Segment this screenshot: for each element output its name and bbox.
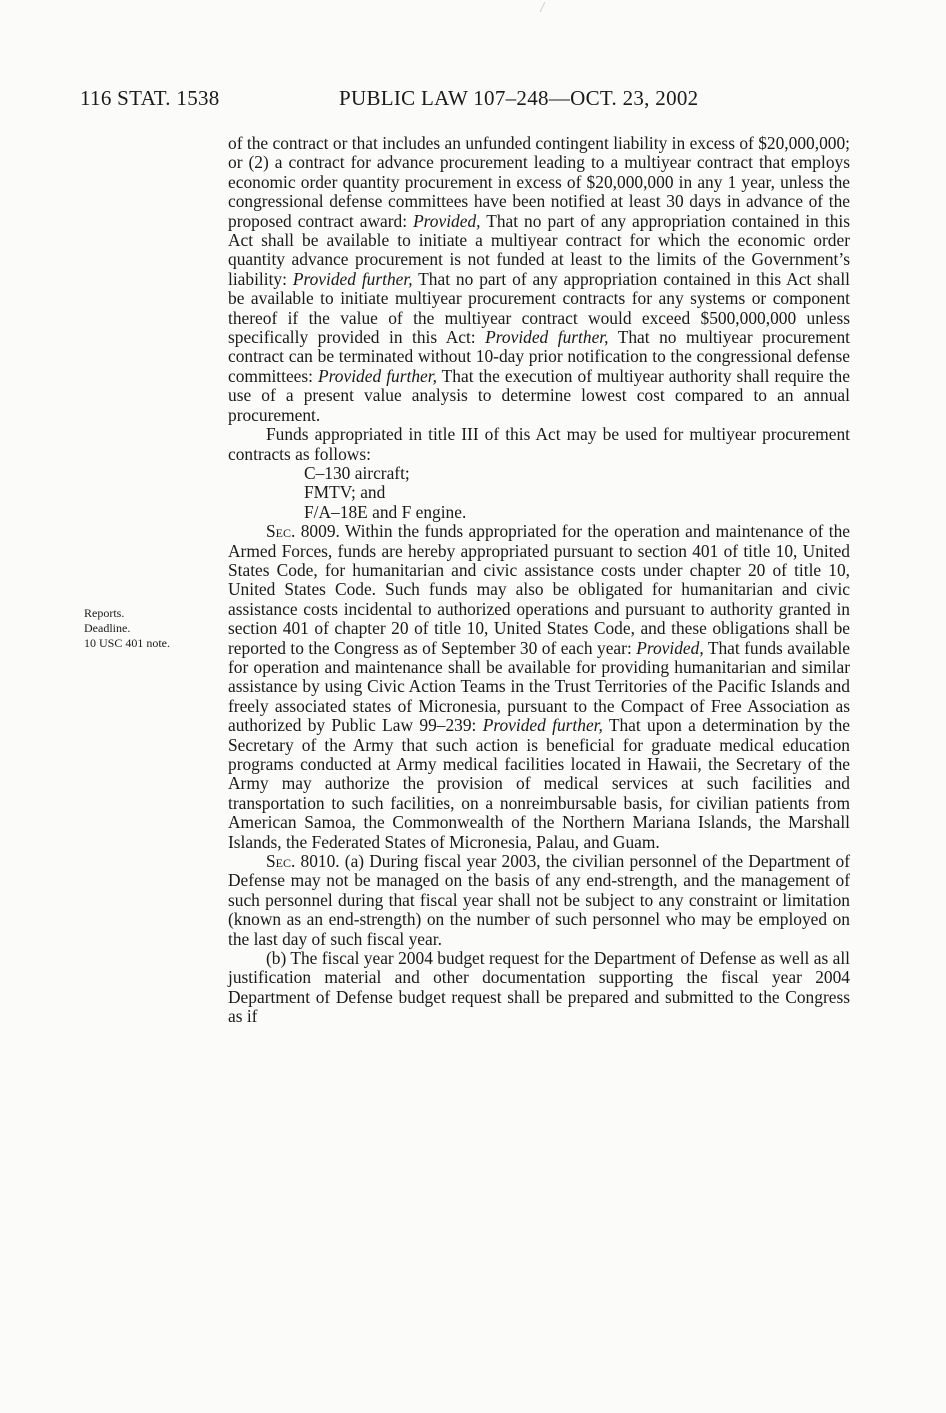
margin-note-deadline: Deadline.	[84, 621, 131, 635]
margin-note-usc: 10 USC 401 note.	[84, 636, 171, 650]
section-label: Sec.	[266, 521, 296, 542]
body-text	[228, 134, 850, 1027]
statute-page-number: 116 STAT. 1538	[80, 86, 220, 110]
paragraph-subsection-b: (b) The fiscal year 2004 budget request for the Department of Defense as well as all justification material and other documentation supporting the fiscal year 2004 Department of Defense budget request shall be prepared and submitted to the Congress as if	[228, 948, 850, 1027]
paragraph-contract-continuation: of the contract or that includes an unfunded contingent liability in excess of $20,000,000; or (2) a contract for advance procurement leading to a multiyear contract that employs economic order quantity procurement in excess of $20,000,000 in any 1 year, unless the congressional defense committees have been notified at least 30 days in advance of the proposed contract award: Provided, That no part of any appropriation contained in this Act shall be available to initiate a multiyear contract for which the economic order quantity advance procurement is not funded at least to the limits of the Government’s liability: Provided further, That no part of any appropriation contained in this Act shall be available to initiate multiyear procurement contracts for any systems or component thereof if the value of the multiyear contract would exceed $500,000,000 unless specifically provided in this Act: Provided further, That no multiyear procurement contract can be terminated without 10-day prior notification to the congressional defense committees: Provided further, That the execution of multiyear authority shall require the use of a present value analysis to determine lowest cost compared to an annual procurement.	[228, 133, 850, 425]
section-8009: Sec. 8009. Within the funds appropriated for the operation and maintenance of the Armed Forces, funds are hereby appropriated pursuant to section 401 of title 10, United States Code, for humanitarian and civic assistance costs under chapter 20 of title 10, United States Code. Such funds may also be obligated for humanitarian and civic assistance costs incidental to authorized operations and pursuant to authority granted in section 401 of chapter 20 of title 10, United States Code, and these obligations shall be reported to the Congress as of September 30 of each year: Provided, That funds available for operation and maintenance shall be available for providing humanitarian and similar assistance by using Civic Action Teams in the Trust Territories of the Pacific Islands and freely associated states of Micronesia, pursuant to the Compact of Free Association as authorized by Public Law 99–239: Provided further, That upon a determination by the Secretary of the Army that such action is beneficial for graduate medical education programs conducted at Army medical facilities located in Hawaii, the Secretary of the Army may authorize the provision of medical services at such facilities and transportation to such facilities, on a nonreimbursable basis, for civilian patients from American Samoa, the Commonwealth of the Northern Mariana Islands, the Marshall Islands, the Federated States of Micronesia, Palau, and Guam.	[228, 521, 850, 852]
section-8010: Sec. 8010. (a) During fiscal year 2003, the civilian personnel of the Department of Defense may not be managed on the basis of any end-strength, and the management of such personnel during that fiscal year shall not be subject to any constraint or limitation (known as an end-strength) on the number of such personnel who may be employed on the last day of such fiscal year.	[228, 851, 850, 949]
running-title: PUBLIC LAW 107–248—OCT. 23, 2002	[339, 86, 699, 110]
scan-mark	[532, 2, 546, 12]
list-item: F/A–18E and F engine.	[304, 501, 467, 522]
list-item: FMTV; and	[304, 482, 386, 503]
list-item: C–130 aircraft;	[304, 462, 410, 483]
margin-note-reports: Reports.	[84, 606, 125, 620]
section-label: Sec.	[266, 851, 296, 872]
page-header	[80, 86, 699, 111]
margin-notes	[84, 606, 214, 651]
paragraph-title-iii-funds: Funds appropriated in title III of this Act may be used for multiyear procurement contracts as follows:	[228, 424, 850, 464]
